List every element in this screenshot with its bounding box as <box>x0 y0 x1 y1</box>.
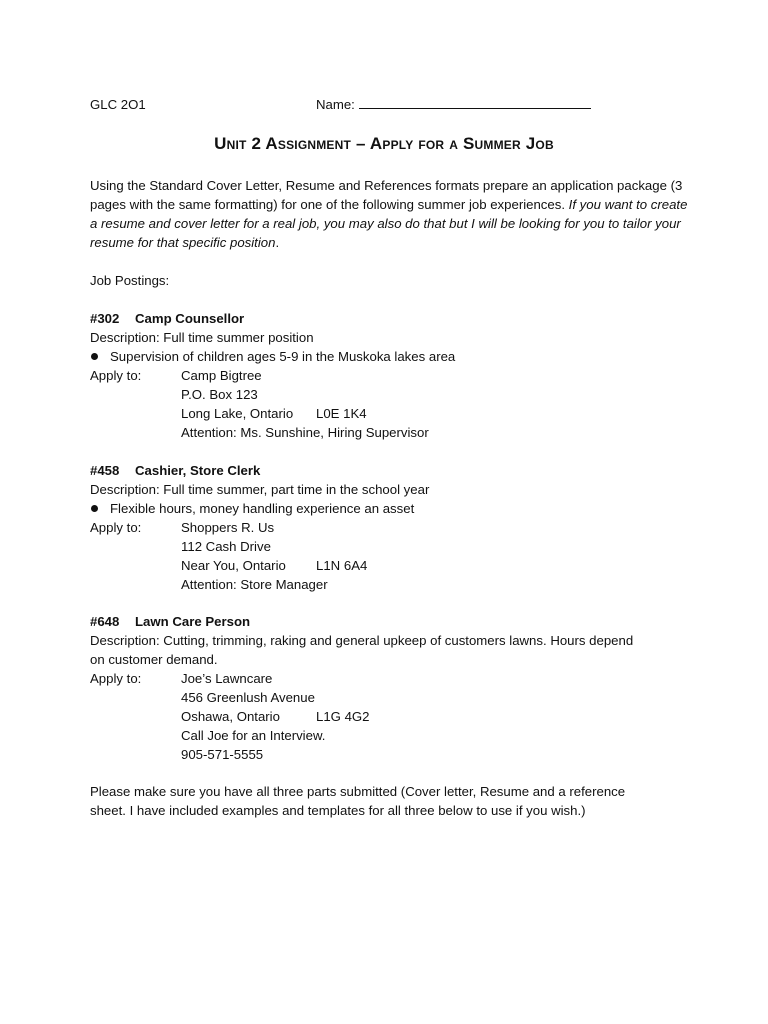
postal-code: L0E 1K4 <box>316 406 367 421</box>
job-title: Camp Counsellor <box>135 311 245 326</box>
postings-heading: Job Postings: <box>90 273 170 288</box>
job-heading <box>90 461 260 480</box>
address-line: Near You, Ontario <box>181 558 286 573</box>
apply-label: Apply to: <box>90 520 142 535</box>
address-line: Joe’s Lawncare <box>181 671 273 686</box>
address-line: 112 Cash Drive <box>181 539 271 554</box>
address-line: Oshawa, Ontario <box>181 709 280 724</box>
address-line: Long Lake, Ontario <box>181 406 294 421</box>
job-description: Description: Full time summer, part time in the school year <box>90 482 430 497</box>
postal-code: L1N 6A4 <box>316 558 368 573</box>
course-code: GLC 2O1 <box>90 97 146 112</box>
page-title: Unit 2 Assignment – Apply for a Summer Job <box>214 134 554 153</box>
name-blank-line <box>359 95 591 109</box>
job-bullet-text: Flexible hours, money handling experience an asset <box>110 501 415 516</box>
job-bullet <box>90 347 455 366</box>
address-line: Call Joe for an Interview. <box>181 728 326 743</box>
address-line: Camp Bigtree <box>181 368 262 383</box>
address-line: P.O. Box 123 <box>181 387 258 402</box>
closing-paragraph: Please make sure you have all three parts submitted (Cover letter, Resume and a reference sheet. I have included examples and templates for all three below to use if you wish.) <box>90 784 626 818</box>
apply-label: Apply to: <box>90 368 142 383</box>
address-line: Attention: Ms. Sunshine, Hiring Supervisor <box>181 425 429 440</box>
bullet-icon <box>91 505 98 512</box>
address-line: 456 Greenlush Avenue <box>181 690 315 705</box>
intro-end: . <box>275 235 280 250</box>
job-heading <box>90 309 244 328</box>
job-number: #302 <box>90 311 120 326</box>
job-heading <box>90 612 250 631</box>
job-number: #458 <box>90 463 120 478</box>
name-label: Name: <box>316 97 355 112</box>
intro-text: Using the Standard Cover Letter, Resume and References formats prepare an application package (3 pages with the same formatting) for one of the following summer job experiences. <box>90 178 683 212</box>
job-title: Lawn Care Person <box>135 614 251 629</box>
job-bullet <box>90 499 414 518</box>
job-description: Description: Cutting, trimming, raking and general upkeep of customers lawns. Hours depend <box>90 633 634 648</box>
job-number: #648 <box>90 614 120 629</box>
postal-code: L1G 4G2 <box>316 709 370 724</box>
job-bullet-text: Supervision of children ages 5-9 in the Muskoka lakes area <box>110 349 456 364</box>
name-field <box>316 95 591 114</box>
job-description: on customer demand. <box>90 652 218 667</box>
address-line: 905-571-5555 <box>181 747 264 762</box>
intro-paragraph <box>90 176 690 252</box>
bullet-icon <box>91 353 98 360</box>
apply-label: Apply to: <box>90 671 142 686</box>
address-line: Shoppers R. Us <box>181 520 275 535</box>
job-description: Description: Full time summer position <box>90 330 314 345</box>
job-title: Cashier, Store Clerk <box>135 463 261 478</box>
address-line: Attention: Store Manager <box>181 577 328 592</box>
intro-italic-text: If you want to create a resume and cover letter for a real job, you may also do that but I will be looking for you to tailor your resume for that specific position <box>90 197 688 250</box>
